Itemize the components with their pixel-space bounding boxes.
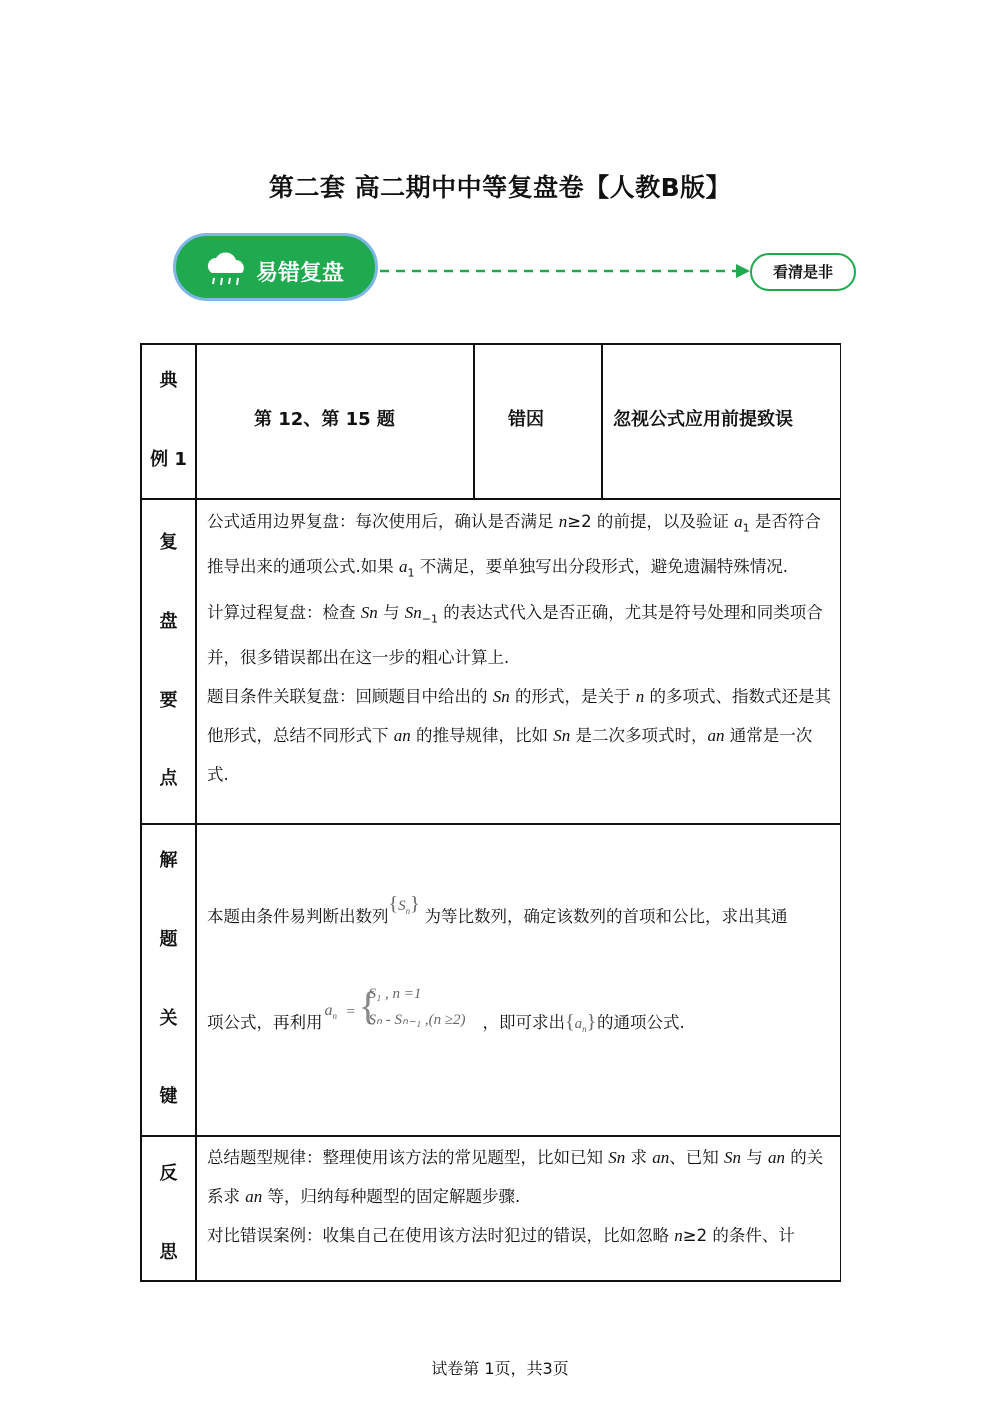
key-label-char: 关 <box>159 1008 178 1029</box>
review-label-char: 盘 <box>159 611 178 632</box>
page-title: 第二套 高二期中中等复盘卷【人教B版】 <box>268 173 732 202</box>
piecewise-formula: $a_n$ = { S₁ , n =1 Sₙ - Sₙ₋₁ ,(n ≥2) <box>324 983 466 1028</box>
example-label-char: 典 <box>159 370 178 391</box>
rain-cloud-icon <box>202 249 252 289</box>
page-footer: 试卷第 1页，共3页 <box>431 1359 569 1378</box>
review-point-1: 公式适用边界复盘：每次使用后，确认是否满足 n≥2 的前提，以及验证 $a_1$ 是否符合推导出来的通项公式.如果 $a_1$ 不满足，要单独写出分段形式，避免遗漏特殊情况. <box>207 512 821 580</box>
key-label-char: 题 <box>159 929 178 950</box>
sequence-an-formula: $\{a_n\}$ <box>565 1011 597 1034</box>
reflect-label-char: 思 <box>159 1242 178 1263</box>
review-point-2: 计算过程复盘：检查 Sn 与 $Sn_{-1}$ 的表达式代入是否正确，尤其是符号处理和同类项合并，很多错误都出在这一步的粗心计算上. <box>207 602 823 667</box>
banner-badge: 看清是非 <box>750 253 856 291</box>
reflect-label-char: 反 <box>159 1163 178 1184</box>
key-line-1: 本题由条件易判断出数列$\{S_n\}$为等比数列，确定该数列的首项和公比，求出其通 <box>207 897 788 943</box>
reflect-points <box>207 1138 832 1255</box>
review-label-char: 要 <box>159 690 178 711</box>
sequence-sn-formula: $\{S_n\}$ <box>388 893 420 916</box>
cause-value: 忽视公式应用前提致误 <box>613 409 793 430</box>
banner-pill-label: 易错复盘 <box>256 261 345 286</box>
review-label-char: 点 <box>159 768 178 789</box>
review-label-char: 复 <box>159 532 178 553</box>
key-line-2: 项公式，再利用 $a_n$ = { S₁ , n =1 Sₙ - Sₙ₋₁ ,(n ≥2) ，即可求出$\{a_n\}$的通项公式. <box>207 1003 685 1049</box>
review-points <box>207 502 832 794</box>
dashed-arrow <box>380 258 752 284</box>
question-numbers: 第 12、第 15 题 <box>254 409 395 430</box>
review-point-3: 题目条件关联复盘：回顾题目中给出的 Sn 的形式，是关于 n 的多项式、指数式还是其他形式，总结不同形式下 an 的推导规律，比如 Sn 是二次多项式时，an 通常是一次式. <box>207 686 831 784</box>
cause-label: 错因 <box>508 409 544 430</box>
example-label-num: 例 1 <box>150 449 187 470</box>
reflect-point-2: 对比错误案例：收集自己在使用该方法时犯过的错误，比如忽略 n≥2 的条件、计 <box>207 1226 795 1245</box>
reflect-point-1: 总结题型规律：整理使用该方法的常见题型，比如已知 Sn 求 an、已知 Sn 与 an 的关系求 an 等，归纳每种题型的固定解题步骤. <box>207 1148 824 1206</box>
key-label-char: 解 <box>159 850 178 871</box>
banner-pill <box>173 233 378 301</box>
key-label-char: 键 <box>159 1086 178 1107</box>
